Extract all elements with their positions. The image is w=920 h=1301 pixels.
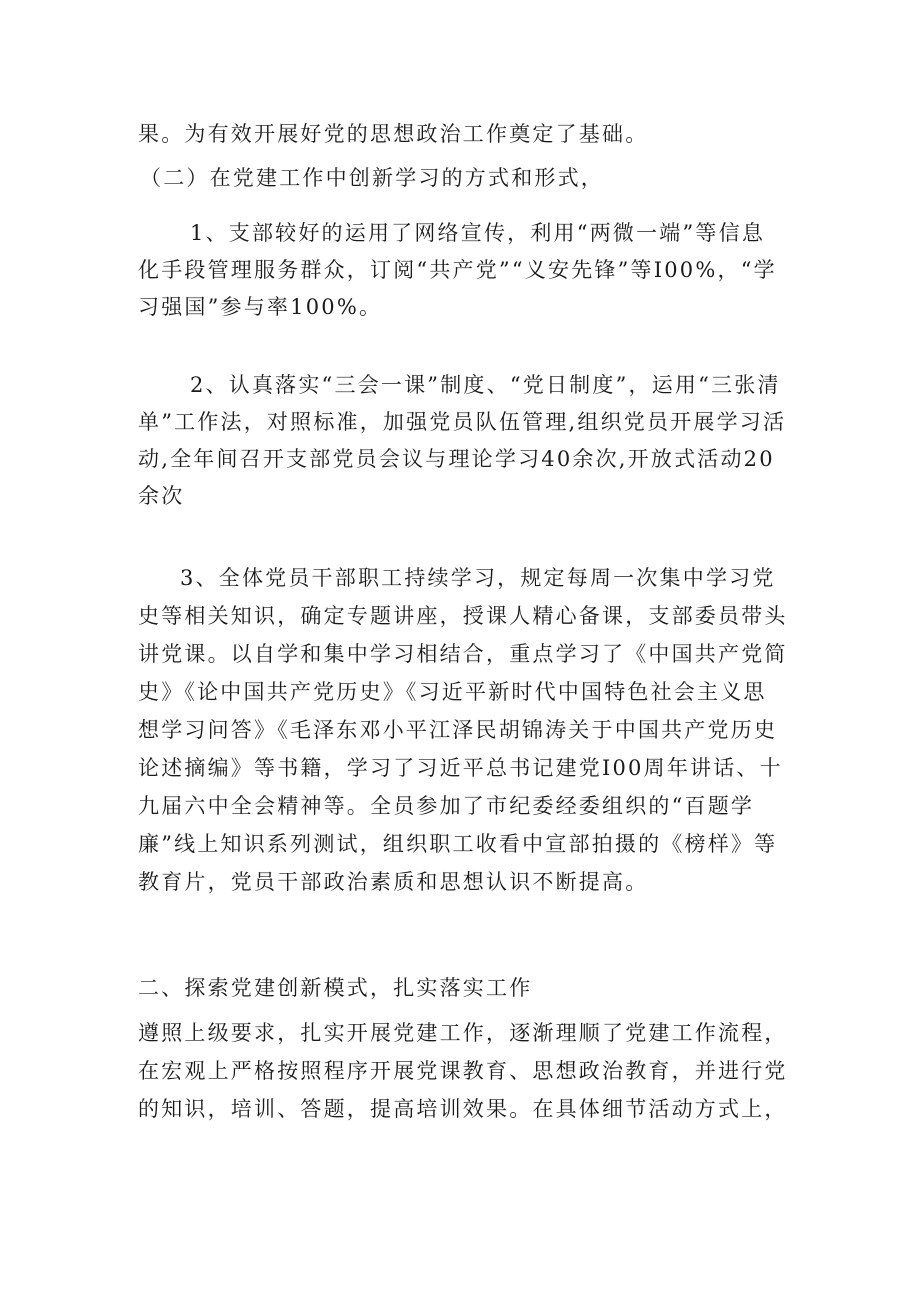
section-heading-two: 二、探索党建创新模式，扎实落实工作: [138, 976, 533, 1000]
item-3-paragraph: 3、全体党员干部职工持续学习，规定每周一次集中学习党史等相关知识，确定专题讲座，授课人精心备课，支部委员带头讲党课。以自学和集中学习相结合，重点学习了《中国共产党简史》《论中国共产党历史》《习近平新时代中国特色社会主义思想学习问答》《毛泽东邓小平江泽民胡锦涛关于中国共产党历史论述摘编》等书籍，学习了习近平总书记建党I00周年讲话、十九届六中全会精神等。全员参加了市纪委经委组织的“百题学廉”线上知识系列测试，组织职工收看中宣部拍摄的《榜样》等教育片，党员干部政治素质和思想认识不断提高。: [138, 566, 788, 894]
subheading-innovate-learning: （二）在党建工作中创新学习的方式和形式，: [140, 166, 604, 190]
item-2-paragraph: 2、认真落实“三会一课”制度、“党日制度”，运用“三张清单”工作法，对照标准，加强党员队伍管理,组织党员开展学习活动,全年间召开支部党员会议与理论学习40余次,开放式活动20余次: [138, 373, 787, 508]
intro-line: 果。为有效开展好党的思想政治工作奠定了基础。: [138, 122, 649, 146]
final-paragraph: 遵照上级要求，扎实开展党建工作，逐渐理顺了党建工作流程，在宏观上严格按照程序开展党课教育、思想政治教育，并进行党的知识，培训、答题，提高培训效果。在具体细节活动方式上，: [138, 1021, 788, 1121]
item-1-paragraph: 1、支部较好的运用了网络宣传，利用“两微一端”等信息化手段管理服务群众，订阅“共产党”“义安先锋”等I00%，“学习强国”参与率100%。: [138, 221, 777, 319]
